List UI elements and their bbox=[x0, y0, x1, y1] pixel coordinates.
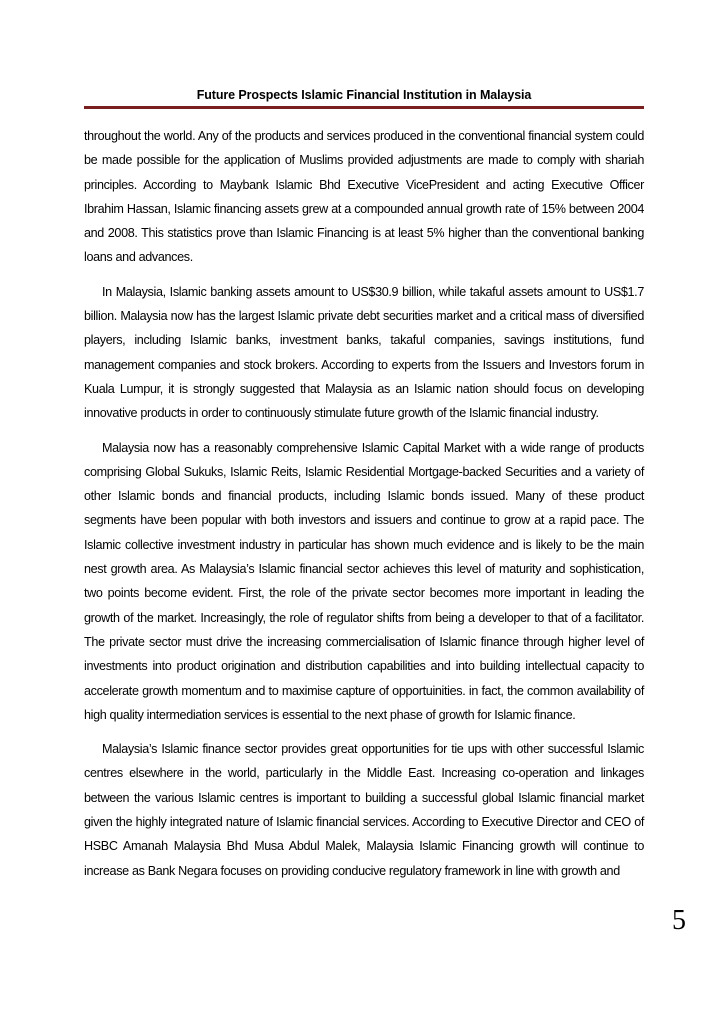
paragraph-1: throughout the world. Any of the products and services produced in the conventional financial system could be made possible for the application of Muslims provided adjustments are made to comply with shariah principles. According to Maybank Islamic Bhd Executive VicePresident and acting Executive Officer Ibrahim Hassan, Islamic financing assets grew at a compounded annual growth rate of 15% between 2004 and 2008. This statistics prove than Islamic Financing is at least 5% higher than the conventional banking loans and advances. bbox=[84, 129, 644, 265]
paragraph-3: Malaysia now has a reasonably comprehensive Islamic Capital Market with a wide range of products comprising Global Sukuks, Islamic Reits, Islamic Residential Mortgage-backed Securities and a variety of other Islamic bonds and financial products, including Islamic bonds issued. Many of these product segments have been popular with both investors and issuers and continue to grow at a rapid pace. The Islamic collective investment industry in particular has shown much evidence and is likely to be the main nest growth area. As Malaysia’s Islamic financial sector achieves this level of maturity and sophistication, two points become evident. First, the role of the private sector becomes more important in leading the growth of the market. Increasingly, the role of regulator shifts from being a developer to that of a facilitator. The private sector must drive the increasing commercialisation of Islamic finance through higher level of investments into product origination and distribution capabilities and into building intellectual capacity to accelerate growth momentum and to maximise capture of opportuinities. in fact, the common availability of high quality intermediation services is essential to the next phase of growth for Islamic finance. bbox=[84, 440, 644, 722]
page-number: 5 bbox=[672, 905, 686, 936]
header-divider bbox=[84, 106, 644, 109]
page-header-title: Future Prospects Islamic Financial Institution in Malaysia bbox=[196, 88, 532, 102]
paragraph-4: Malaysia’s Islamic finance sector provides great opportunities for tie ups with other successful Islamic centres elsewhere in the world, particularly in the Middle East. Increasing co-operation and linkages between the various Islamic centres is important to building a successful global Islamic financial market given the highly integrated nature of Islamic financial services. According to Executive Director and CEO of HSBC Amanah Malaysia Bhd Musa Abdul Malek, Malaysia Islamic Financing growth will continue to increase as Bank Negara focuses on providing conducive regulatory framework in line with growth and bbox=[84, 742, 644, 878]
paragraph-2: In Malaysia, Islamic banking assets amount to US$30.9 billion, while takaful assets amount to US$1.7 billion. Malaysia now has the largest Islamic private debt securities market and a critical mass of diversified players, including Islamic banks, investment banks, takaful companies, savings institutions, fund management companies and stock brokers. According to experts from the Issuers and Investors forum in Kuala Lumpur, it is strongly suggested that Malaysia as an Islamic nation should focus on developing innovative products in order to continuously stimulate future growth of the Islamic financial industry. bbox=[84, 284, 644, 421]
body-text bbox=[84, 124, 644, 893]
